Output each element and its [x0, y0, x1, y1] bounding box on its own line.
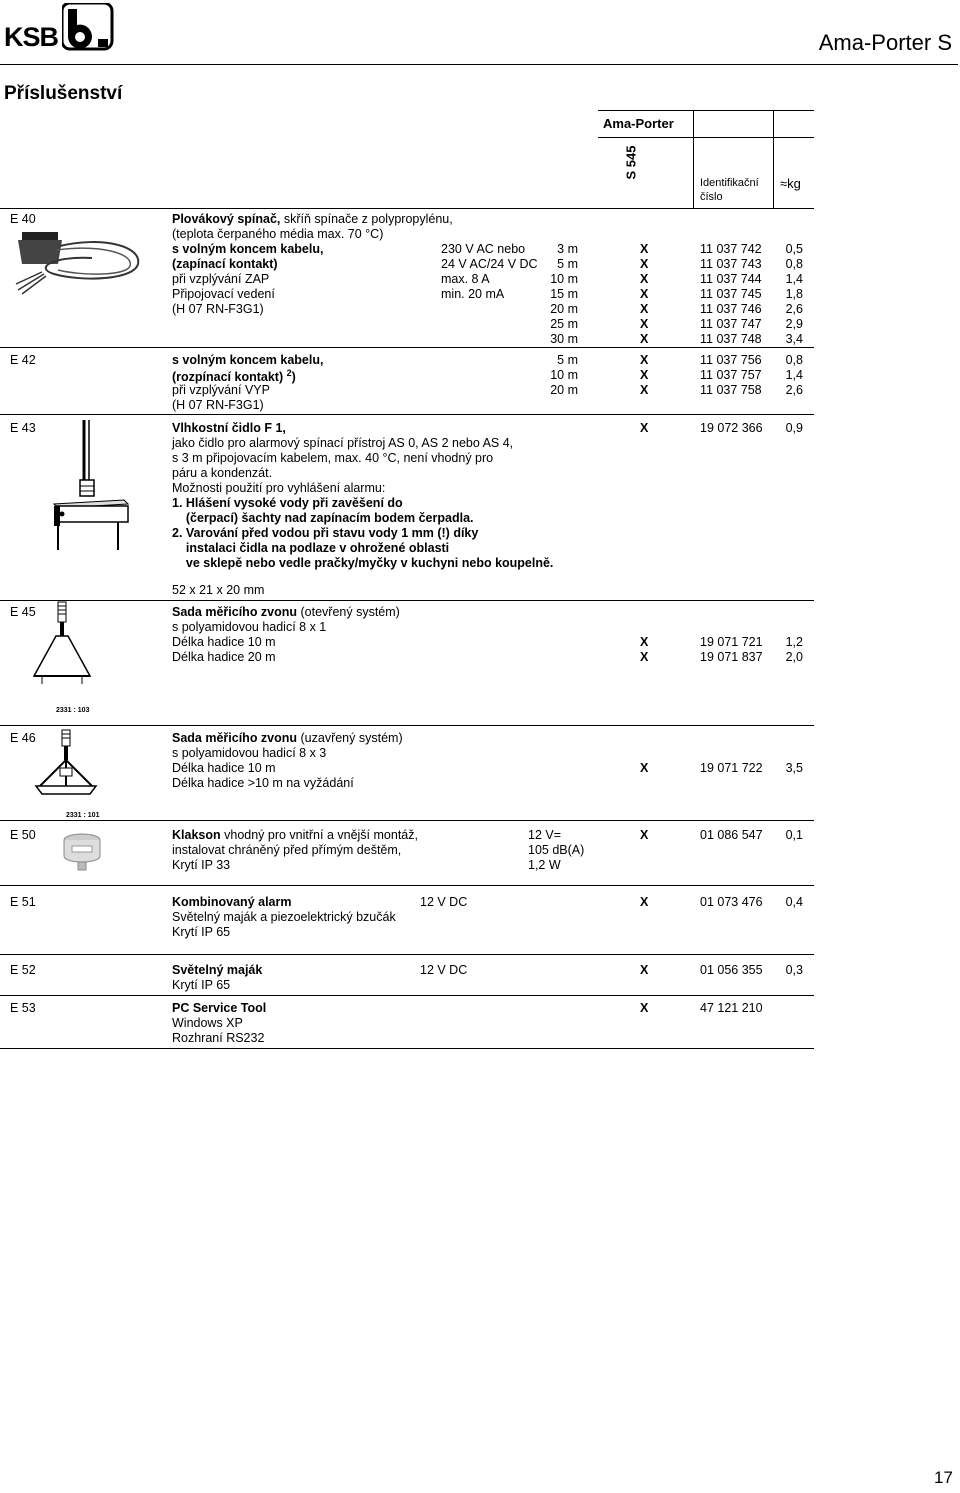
e42-kg: 1,4 [785, 368, 803, 382]
e46-title-rest: (uzavřený systém) [297, 731, 403, 745]
e50-spec: 1,2 W [528, 858, 561, 872]
e40-id: 11 037 746 [700, 302, 762, 316]
e52-mark: X [640, 963, 649, 977]
section-title: Příslušenství [4, 83, 123, 104]
e42-line: s volným koncem kabelu, [172, 353, 324, 367]
e40-title-rest: skříň spínače z polypropylénu, [280, 212, 453, 226]
e52-line: Krytí IP 65 [172, 978, 231, 992]
e52-spec: 12 V DC [420, 963, 468, 977]
e40-length: 20 m [550, 302, 578, 316]
e43-bold-line: ve sklepě nebo vedle pračky/myčky v kuchyni nebo koupelně. [172, 556, 554, 570]
e40-id: 11 037 742 [700, 242, 762, 256]
e40-spec: 24 V AC/24 V DC [441, 257, 538, 271]
e40-mark: X [640, 317, 649, 331]
e50-spec: 105 dB(A) [528, 843, 585, 857]
e40-spec: 230 V AC nebo [441, 242, 526, 256]
ksb-logo [4, 22, 58, 53]
item-code-e40: E 40 [10, 212, 36, 226]
e51-spec: 12 V DC [420, 895, 468, 909]
e42-id: 11 037 756 [700, 353, 762, 367]
e40-kg: 0,8 [785, 257, 803, 271]
e40-mark: X [640, 272, 649, 286]
e50-title-rest: vhodný pro vnitřní a vnější montáž, [220, 828, 418, 842]
e40-kg: 1,4 [785, 272, 803, 286]
e40-mark: X [640, 242, 649, 256]
e42-kg: 2,6 [785, 383, 803, 397]
e42-length: 20 m [550, 383, 578, 397]
e43-bold-line: instalaci čidla na podlaze v ohrožené oblasti [172, 541, 450, 555]
e46-mark: X [640, 761, 649, 775]
e45-id: 19 071 721 [700, 635, 763, 649]
float-switch-image [12, 226, 152, 296]
e40-line: (zapínací kontakt) [172, 257, 278, 271]
e40-spec: max. 8 A [441, 272, 490, 286]
item-code-e45: E 45 [10, 605, 36, 619]
e50-title: Klakson [172, 828, 221, 842]
e40-id: 11 037 744 [700, 272, 762, 286]
e40-mark: X [640, 287, 649, 301]
e40-kg: 3,4 [785, 332, 803, 346]
e45-line: Délka hadice 10 m [172, 635, 276, 649]
e40-kg: 2,9 [785, 317, 803, 331]
e51-kg: 0,4 [785, 895, 803, 909]
item-code-e43: E 43 [10, 421, 36, 435]
e40-spec: min. 20 mA [441, 287, 505, 301]
e40-length: 3 m [557, 242, 578, 256]
e46-line: Délka hadice >10 m na vyžádání [172, 776, 354, 790]
e40-id: 11 037 743 [700, 257, 762, 271]
e51-title: Kombinovaný alarm [172, 895, 292, 909]
e40-id: 11 037 745 [700, 287, 762, 301]
e43-bold-line: (čerpací) šachty nad zapínacím bodem čerpadla. [172, 511, 474, 525]
e45-mark: X [640, 635, 649, 649]
e52-title: Světelný maják [172, 963, 263, 977]
e42-line: (H 07 RN-F3G1) [172, 398, 264, 412]
e40-line: (H 07 RN-F3G1) [172, 302, 264, 316]
e51-line: Světelný maják a piezoelektrický bzučák [172, 910, 396, 924]
e43-bold-line: 2. Varování před vodou při stavu vody 1 mm (!) díky [172, 526, 479, 540]
e46-figure-number: 2331 : 101 [66, 812, 100, 819]
e45-kg: 1,2 [785, 635, 803, 649]
e51-id: 01 073 476 [700, 895, 763, 909]
e40-length: 15 m [550, 287, 578, 301]
horn-image [58, 830, 106, 872]
e53-title: PC Service Tool [172, 1001, 267, 1015]
e52-id: 01 056 355 [700, 963, 763, 977]
e53-id: 47 121 210 [700, 1001, 763, 1015]
e45-figure-number: 2331 : 103 [56, 707, 90, 714]
model-header: S 545 [623, 145, 639, 180]
e45-title: Sada měřicího zvonu [172, 605, 298, 619]
e51-line: Krytí IP 65 [172, 925, 231, 939]
item-code-e52: E 52 [10, 963, 36, 977]
e40-length: 30 m [550, 332, 578, 346]
e40-mark: X [640, 302, 649, 316]
e50-line: instalovat chráněný před přímým deštěm, [172, 843, 402, 857]
e42-mark: X [640, 368, 649, 382]
e43-title: Vlhkostní čidlo F 1, [172, 421, 286, 435]
item-code-e51: E 51 [10, 895, 36, 909]
e43-line: s 3 m připojovacím kabelem, max. 40 °C, není vhodný pro [172, 451, 494, 465]
ident-header-line2: číslo [700, 191, 723, 203]
e42-mark: X [640, 383, 649, 397]
e46-line: Délka hadice 10 m [172, 761, 276, 775]
e43-line: Možnosti použití pro vyhlášení alarmu: [172, 481, 386, 495]
e42-footnote-close: ) [291, 370, 296, 385]
e53-line: Rozhraní RS232 [172, 1031, 265, 1045]
e40-id: 11 037 747 [700, 317, 762, 331]
e50-kg: 0,1 [785, 828, 803, 842]
kg-header: ≈kg [780, 176, 801, 191]
e40-desc-line2: (teplota čerpaného média max. 70 °C) [172, 227, 384, 241]
moisture-sensor-image [44, 420, 134, 552]
e40-kg: 2,6 [785, 302, 803, 316]
e42-length: 5 m [557, 353, 578, 367]
footnote-ref: 2 [286, 368, 292, 378]
e42-kg: 0,8 [785, 353, 803, 367]
ksb-b-logo-icon [62, 3, 116, 51]
e43-line: páru a kondenzát. [172, 466, 273, 480]
e40-mark: X [640, 332, 649, 346]
e50-spec: 12 V= [528, 828, 562, 842]
e42-mark: X [640, 353, 649, 367]
item-code-e42: E 42 [10, 353, 36, 367]
e40-kg: 1,8 [785, 287, 803, 301]
e45-line: s polyamidovou hadicí 8 x 1 [172, 620, 327, 634]
e40-line: Připojovací vedení [172, 287, 275, 301]
e40-length: 5 m [557, 257, 578, 271]
e42-line: při vzplývání VYP [172, 383, 270, 397]
e52-kg: 0,3 [785, 963, 803, 977]
e50-line: Krytí IP 33 [172, 858, 231, 872]
e40-kg: 0,5 [785, 242, 803, 256]
item-code-e46: E 46 [10, 731, 36, 745]
e51-mark: X [640, 895, 649, 909]
e42-id: 11 037 758 [700, 383, 762, 397]
e45-id: 19 071 837 [700, 650, 763, 664]
e45-mark: X [640, 650, 649, 664]
e40-title: Plovákový spínač, [172, 212, 281, 226]
e40-id: 11 037 748 [700, 332, 762, 346]
e53-line: Windows XP [172, 1016, 243, 1030]
e43-id: 19 072 366 [700, 421, 763, 435]
e50-id: 01 086 547 [700, 828, 763, 842]
e46-id: 19 071 722 [700, 761, 763, 775]
e42-line: (rozpínací kontakt) [172, 370, 287, 385]
e40-line: s volným koncem kabelu, [172, 242, 324, 256]
e43-mark: X [640, 421, 649, 435]
e45-title-rest: (otevřený systém) [297, 605, 400, 619]
e42-length: 10 m [550, 368, 578, 382]
e42-id: 11 037 757 [700, 368, 762, 382]
e46-kg: 3,5 [785, 761, 803, 775]
e45-kg: 2,0 [785, 650, 803, 664]
document-title: Ama-Porter S [818, 30, 952, 55]
product-header: Ama-Porter [603, 116, 674, 131]
e40-line: při vzplývání ZAP [172, 272, 270, 286]
item-code-e50: E 50 [10, 828, 36, 842]
ident-header-line1: Identifikační [700, 177, 759, 189]
item-code-e53: E 53 [10, 1001, 36, 1015]
e40-length: 10 m [550, 272, 578, 286]
e53-mark: X [640, 1001, 649, 1015]
e50-mark: X [640, 828, 649, 842]
open-bell-kit-image [28, 600, 98, 698]
e46-title: Sada měřicího zvonu [172, 731, 298, 745]
page-number: 17 [934, 1468, 953, 1487]
e43-bold-line: 1. Hlášení vysoké vody při zavěšení do [172, 496, 403, 510]
e46-line: s polyamidovou hadicí 8 x 3 [172, 746, 327, 760]
e43-kg: 0,9 [785, 421, 803, 435]
e43-dimensions: 52 x 21 x 20 mm [172, 583, 265, 597]
e43-line: jako čidlo pro alarmový spínací přístroj AS 0, AS 2 nebo AS 4, [172, 436, 514, 450]
e40-length: 25 m [550, 317, 578, 331]
closed-bell-kit-image [32, 728, 102, 808]
e40-mark: X [640, 257, 649, 271]
e45-line: Délka hadice 20 m [172, 650, 276, 664]
logo-text: KSB [4, 22, 59, 52]
